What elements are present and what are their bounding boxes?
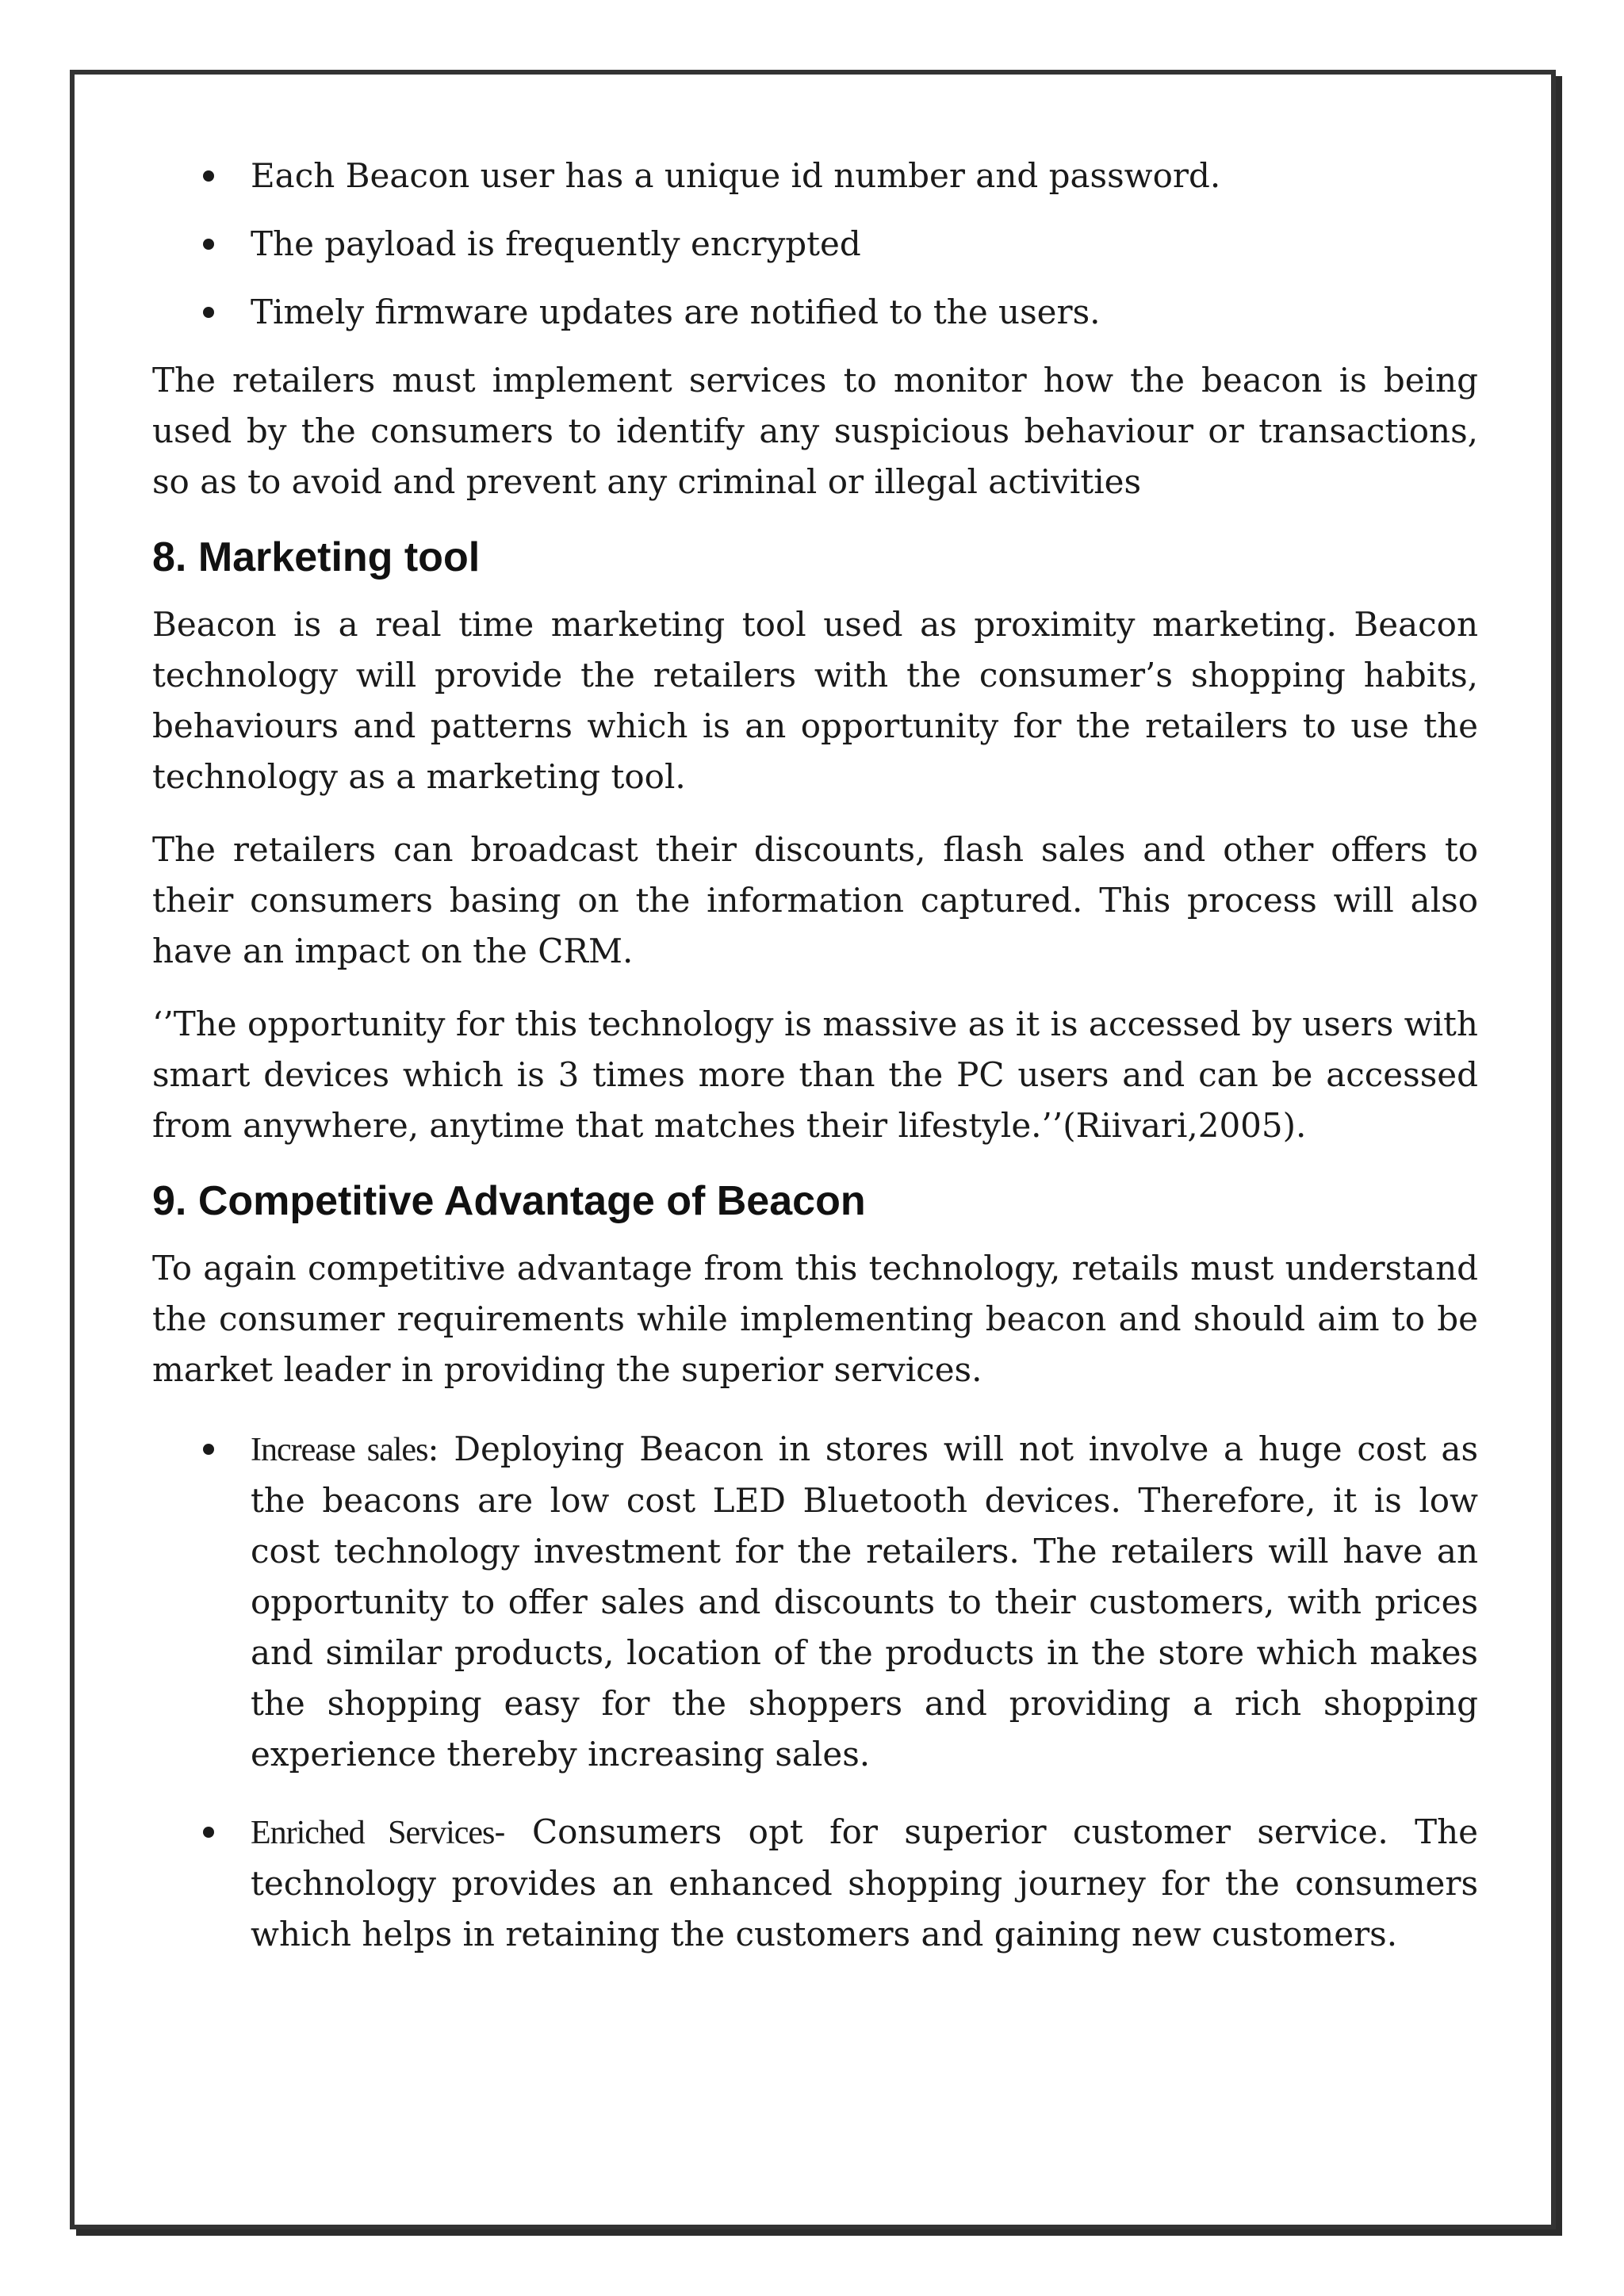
monitoring-paragraph: The retailers must implement services to monitor how the beacon is being used by the consumers to identify any suspicious behaviour or transactions, so as to avoid and prevent any criminal or illegal activities <box>152 361 1478 501</box>
intro-paragraph: To again competitive advantage from this technology, retails must understand the consumer requirements while implementing beacon and should aim to be market leader in providing the superior services. <box>152 1249 1478 1389</box>
feature-term: Enriched Services <box>251 1815 495 1851</box>
section-heading-competitive-advantage: 9. Competitive Advantage of Beacon <box>152 1178 866 1224</box>
list-item-text: The payload is frequently encrypted <box>251 224 861 263</box>
list-item-text: Timely firmware updates are notified to the users. <box>251 293 1101 331</box>
list-item <box>152 287 1478 338</box>
paragraph: The retailers can broadcast their discounts, flash sales and other offers to their consumers basing on the information captured. This process will also have an impact on the CRM. <box>152 830 1478 970</box>
list-item <box>152 1807 1478 1960</box>
section-heading-marketing-tool: 8. Marketing tool <box>152 534 481 580</box>
bullet-icon <box>203 1444 214 1455</box>
list-item <box>152 151 1478 201</box>
list-item-text: Each Beacon user has a unique id number and password. <box>251 156 1221 195</box>
bullet-icon <box>203 170 214 182</box>
feature-description: - Consumers opt for superior customer service. The technology provides an enhanced shopping journey for the consumers which helps in retaining the customers and gaining new customers. <box>251 1812 1478 1954</box>
document-body <box>152 151 1478 1987</box>
list-item <box>152 219 1478 270</box>
feature-description: : Deploying Beacon in stores will not involve a huge cost as the beacons are low cost LED Bluetooth devices. Therefore, it is low cost technology investment for the retailers. The retailers will have an opportunity to offer sales and discounts to their customers, with prices and similar products, location of the products in the store which makes the shopping easy for the shoppers and providing a rich shopping experience thereby increasing sales. <box>251 1429 1478 1774</box>
bullet-icon <box>203 1827 214 1838</box>
list-item <box>152 1424 1478 1780</box>
paragraph: Beacon is a real time marketing tool used as proximity marketing. Beacon technology will provide the retailers with the consumer’s shopping habits, behaviours and patterns which is an opportunity for the retailers to use the technology as a marketing tool. <box>152 605 1478 796</box>
advantage-bullet-list <box>152 1424 1478 1960</box>
quote-paragraph: ‘’The opportunity for this technology is massive as it is accessed by users with smart devices which is 3 times more than the PC users and can be accessed from anywhere, anytime that matches their lifestyle.’’(Riivari,2005). <box>152 1004 1478 1145</box>
feature-term: Increase sales <box>251 1432 428 1468</box>
bullet-icon <box>203 239 214 250</box>
bullet-icon <box>203 307 214 318</box>
security-bullet-list <box>152 151 1478 338</box>
